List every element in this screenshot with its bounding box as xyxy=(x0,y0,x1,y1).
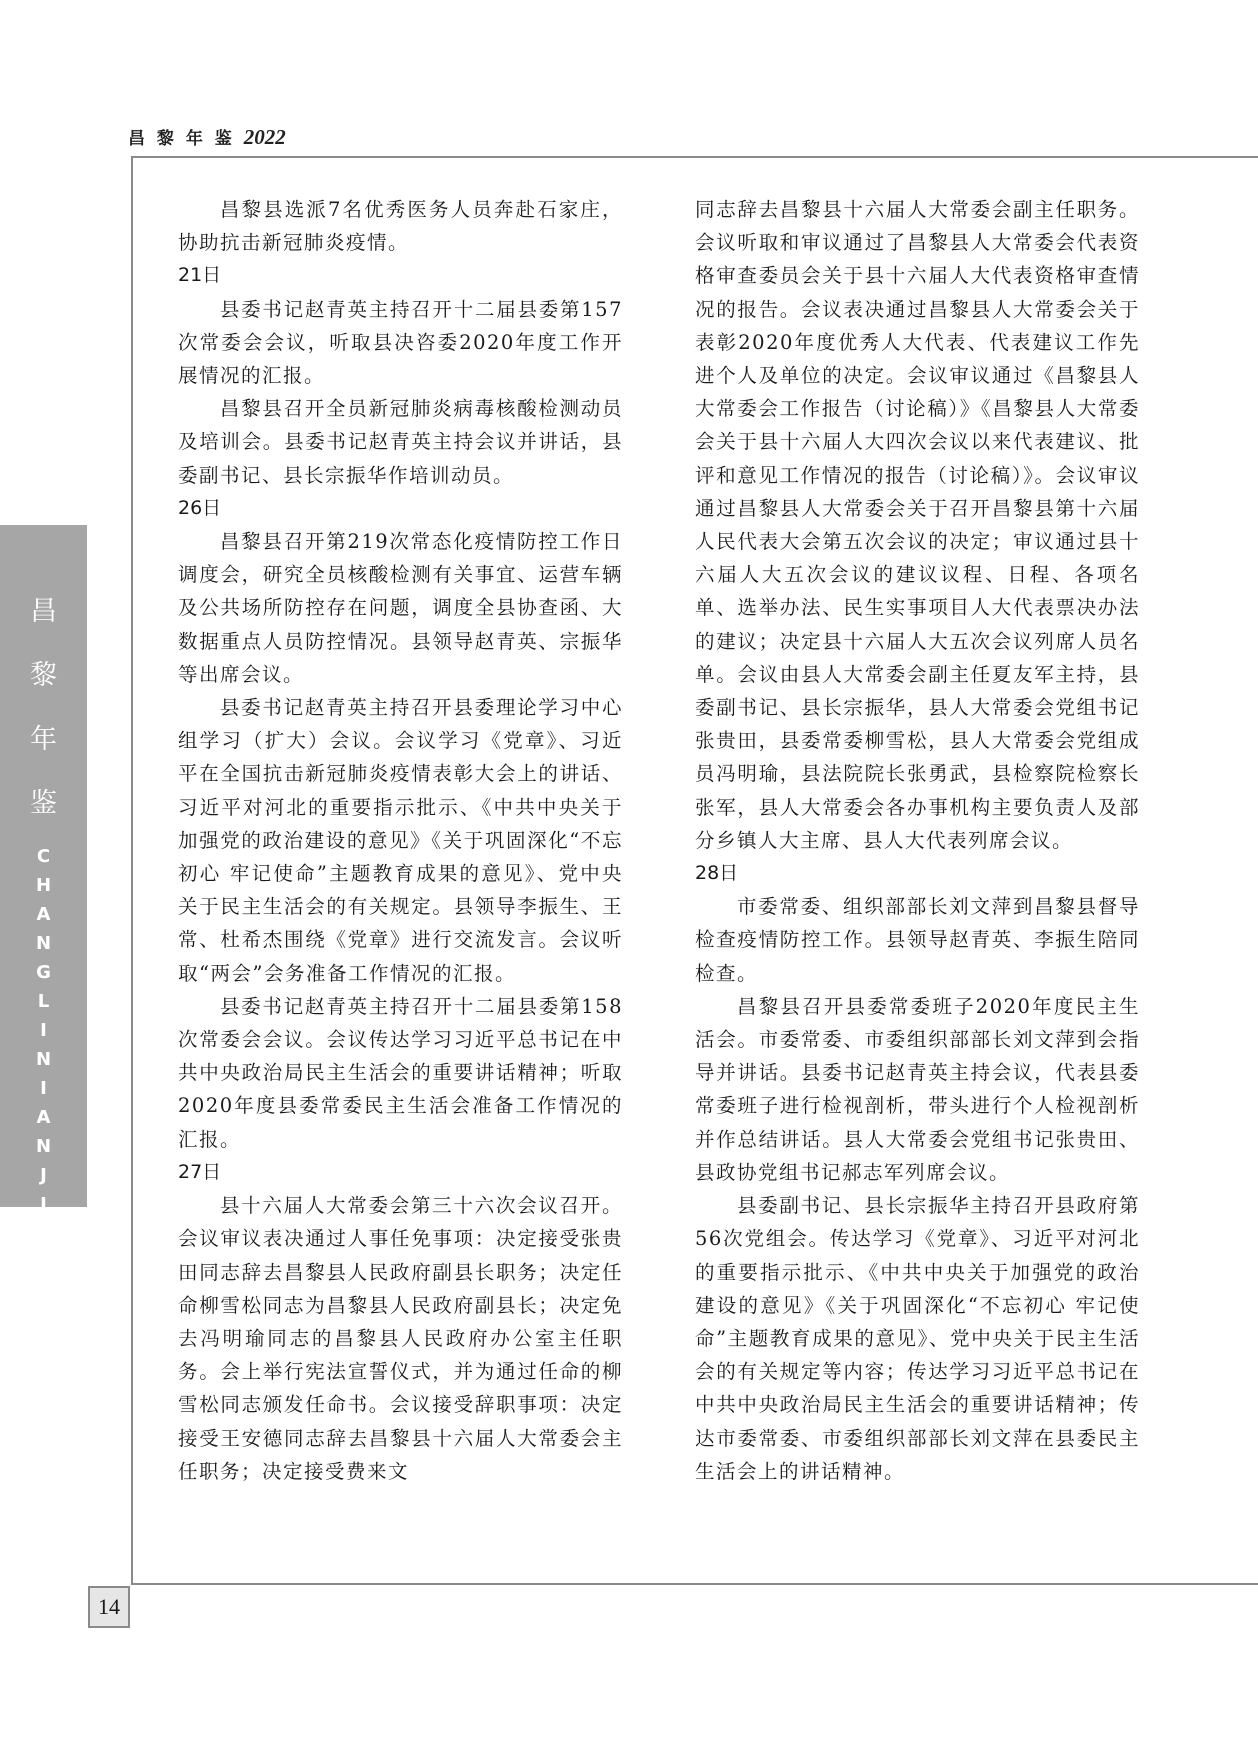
side-char: 鉴 xyxy=(30,788,57,819)
frame-bottom-rule xyxy=(131,1583,1258,1585)
side-letter: G xyxy=(36,962,51,983)
paragraph-continued: 同志辞去昌黎县十六届人大常委会副主任职务。会议听取和审议通过了昌黎县人大常委会代表资格审查委员会关于县十六届人大代表资格审查情况的报告。会议表决通过昌黎县人大常委会关于表彰2020年度优秀人大代表、代表建议工作先进个人及单位的决定。会议审议通过《昌黎县人大常委会工作报告（讨论稿）》《昌黎县人大常委会关于县十六届人大四次会议以来代表建议、批评和意见工作情况的报告（讨论稿）》。会议审议通过昌黎县人大常委会关于召开昌黎县第十六届人民代表大会第五次会议的决定；审议通过县十六届人大五次会议的建议议程、日程、各项名单、选举办法、民生实事项目人大代表票决办法的建议；决定县十六届人大五次会议列席人员名单。会议由县人大常委会副主任夏友军主持，县委副书记、县长宗振华，县人大常委会党组书记张贵田，县委常委柳雪松，县人大常委会党组成员冯明瑜，县法院院长张勇武，县检察院检察长张军，县人大常委会各办事机构主要负责人及部分乡镇人大主席、县人大代表列席会议。 xyxy=(695,198,1140,852)
paragraph: 昌黎县召开第219次常态化疫情防控工作日调度会，研究全员核酸检测有关事宜、运营车辆及公共场所防控存在问题，调度全县协查函、大数据重点人员防控情况。县领导赵青英、宗振华等出席会议。 xyxy=(178,530,623,686)
side-char: 年 xyxy=(30,724,57,755)
side-letter: I xyxy=(40,1020,47,1041)
page-number: 14 xyxy=(88,1586,130,1628)
side-char: 昌 xyxy=(30,596,57,627)
paragraph: 昌黎县召开全员新冠肺炎病毒核酸检测动员及培训会。县委书记赵青英主持会议并讲话，县委副书记、县长宗振华作培训动员。 xyxy=(178,397,623,487)
frame-left-rule xyxy=(131,156,133,1585)
side-letter: A xyxy=(36,1223,51,1244)
side-char: 黎 xyxy=(30,660,57,691)
side-letter: A xyxy=(36,1107,51,1128)
paragraph: 县委书记赵青英主持召开十二届县委第158次常委会会议。会议传达学习习近平总书记在中共中央政治局民主生活会的重要讲话精神；听取2020年度县委常委民主生活会准备工作情况的汇报。 xyxy=(178,994,623,1151)
right-column xyxy=(695,193,1140,1488)
date-heading: 28日 xyxy=(695,862,739,885)
paragraph: 县委书记赵青英主持召开县委理论学习中心组学习（扩大）会议。会议学习《党章》、习近平在全国抗击新冠肺炎疫情表彰大会上的讲话、习近平对河北的重要指示批示、《中共中央关于加强党的政治建设的意见》《关于巩固深化“不忘初心 牢记使命”主题教育成果的意见》、党中央关于民主生活会的有关规定。县领导李振生、王常、杜希杰围绕《党章》进行交流发言。会议听取“两会”会务准备工作情况的汇报。 xyxy=(178,696,623,985)
side-tab-chinese xyxy=(0,525,87,836)
frame-top-rule xyxy=(131,156,1258,158)
date-heading: 26日 xyxy=(178,496,222,519)
side-letter: N xyxy=(35,1136,52,1157)
side-tab-pinyin xyxy=(0,842,87,1277)
side-letter: H xyxy=(35,875,52,896)
paragraph: 市委常委、组织部部长刘文萍到昌黎县督导检查疫情防控工作。县领导赵青英、李振生陪同检查。 xyxy=(695,895,1140,985)
side-letter: C xyxy=(36,846,51,867)
paragraph: 县十六届人大常委会第三十六次会议召开。会议审议表决通过人事任免事项：决定接受张贵田同志辞去昌黎县人民政府副县长职务；决定任命柳雪松同志为昌黎县人民政府副县长；决定免去冯明瑜同志的昌黎县人民政府办公室主任职务。会上举行宪法宣誓仪式，并为通过任命的柳雪松同志颁发任命书。会议接受辞职事项：决定接受王安德同志辞去昌黎县十六届人大常委会主任职务；决定接受费来文 xyxy=(178,1194,623,1483)
side-letter: N xyxy=(35,1049,52,1070)
side-letter: I xyxy=(40,1194,47,1215)
side-letter: N xyxy=(35,933,52,954)
side-tab xyxy=(0,525,87,1273)
side-letter: I xyxy=(40,1078,47,1099)
paragraph: 昌黎县召开县委常委班子2020年度民主生活会。市委常委、市委组织部部长刘文萍到会指导并讲话。县委书记赵青英主持会议，代表县委常委班子进行检视剖析，带头进行个人检视剖析并作总结讲话。县人大常委会党组书记张贵田、县政协党组书记郝志军列席会议。 xyxy=(695,994,1140,1184)
side-letter: N xyxy=(35,1252,52,1273)
paragraph: 县委副书记、县长宗振华主持召开县政府第56次党组会。传达学习《党章》、习近平对河北的重要指示批示、《中共中央关于加强党的政治建设的意见》《关于巩固深化“不忘初心 牢记使命”主题教育成果的意见》、党中央关于民主生活会的有关规定等内容；传达学习习近平总书记在中共中央政治局民主生活会的重要讲话精神；传达市委常委、市委组织部部长刘文萍在县委民主生活会上的讲话精神。 xyxy=(695,1194,1140,1483)
book-year: 2022 xyxy=(243,125,286,149)
paragraph: 昌黎县选派7名优秀医务人员奔赴石家庄，协助抗击新冠肺炎疫情。 xyxy=(178,198,623,255)
running-head xyxy=(128,124,286,150)
side-letter: A xyxy=(36,904,51,925)
paragraph: 县委书记赵青英主持召开十二届县委第157次常委会会议，听取县决咨委2020年度工作开展情况的汇报。 xyxy=(178,297,623,388)
book-title: 昌 黎 年 鉴 xyxy=(128,129,235,149)
side-letter: L xyxy=(37,991,50,1012)
date-heading: 21日 xyxy=(178,264,222,287)
left-column xyxy=(178,193,623,1488)
date-heading: 27日 xyxy=(178,1160,222,1183)
side-letter: J xyxy=(40,1165,47,1186)
